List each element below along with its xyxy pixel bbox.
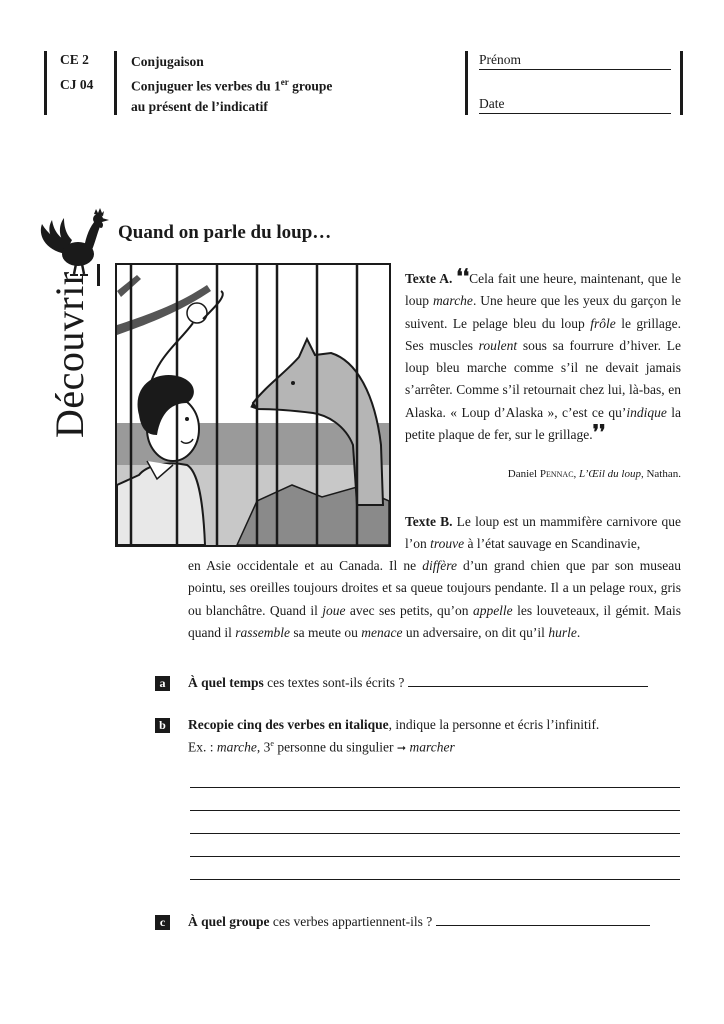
question-c: À quel groupe ces verbes appartiennent-ils ?	[188, 914, 650, 930]
text-a-source: Daniel Pennac, L’Œil du loup, Nathan.	[507, 468, 681, 480]
lesson-title	[131, 52, 332, 117]
question-c-badge: c	[155, 915, 170, 930]
rooster-icon	[36, 204, 112, 280]
subject: Conjugaison	[131, 54, 204, 69]
answer-c-line[interactable]	[436, 914, 650, 926]
level-code: CE 2	[60, 52, 89, 67]
date-field[interactable]: Date	[479, 96, 671, 114]
question-a: À quel temps ces textes sont-ils écrits ?	[188, 675, 648, 691]
answer-b-line-1[interactable]	[190, 787, 680, 788]
text-b-part-2: en Asie occidentale et au Canada. Il ne diffère d’un grand chien que par son museau pointu, ses oreilles toujours droites et sa queue toujours pendante. Il a un pelage roux, gris ou blanchâtre. Quand il joue avec ses petits, qu’on appelle les louveteaux, il gémit. Mais quand il rassemble sa meute ou menace un adversaire, on dit qu’il hurle.	[188, 558, 681, 640]
text-b-part-1: Texte B. Le loup est un mammifère carnivore que l’on trouve à l’état sauvage en Scandinavie,	[405, 514, 681, 552]
header-mid-bar	[114, 51, 117, 115]
close-quote-icon: ❜❜	[592, 422, 606, 445]
answer-b-line-2[interactable]	[190, 810, 680, 811]
side-label-bar	[97, 264, 100, 286]
side-label-decouvrir: Découvrir	[47, 271, 92, 438]
question-b-example: Ex. : marche, 3e personne du singulier ➞ marcher	[188, 739, 455, 755]
illustration	[115, 263, 391, 547]
header-left-bar	[44, 51, 47, 115]
title-line-1: Conjuguer les verbes du 1er groupe	[131, 77, 333, 94]
open-quote-icon: ❛❛	[456, 266, 470, 288]
header-right-bar-2	[680, 51, 683, 115]
answer-a-line[interactable]	[408, 675, 648, 687]
text-a: Texte A. ❛❛Cela fait une heure, maintenant, que le loup marche. Une heure que les yeux du garçon le suivent. Le pelage bleu du loup frôle le grillage. Ses muscles roulent sous sa fourrure d’hiver. Le loup bleu marche comme s’il ne devait jamais s’arrêter. Comme s’il retournait chez lui, là-bas, en Alaska. « Loup d’Alaska », c’est ce qu’indique la petite plaque de fer, sur le grillage.❜❜	[405, 266, 682, 445]
lesson-code: CJ 04	[60, 77, 94, 92]
answer-b-line-5[interactable]	[190, 879, 680, 880]
arrow-right-icon: ➞	[396, 741, 407, 755]
question-a-badge: a	[155, 676, 170, 691]
prenom-field[interactable]: Prénom	[479, 52, 671, 70]
header-right-bar-1	[465, 51, 468, 115]
answer-b-line-4[interactable]	[190, 856, 680, 857]
title-line-2: au présent de l’indicatif	[131, 98, 268, 114]
question-b-badge: b	[155, 718, 170, 733]
boy-and-wolf-illustration	[117, 265, 389, 545]
section-title: Quand on parle du loup…	[118, 222, 332, 243]
answer-b-line-3[interactable]	[190, 833, 680, 834]
question-b: Recopie cinq des verbes en italique, indique la personne et écris l’infinitif.	[188, 717, 600, 732]
